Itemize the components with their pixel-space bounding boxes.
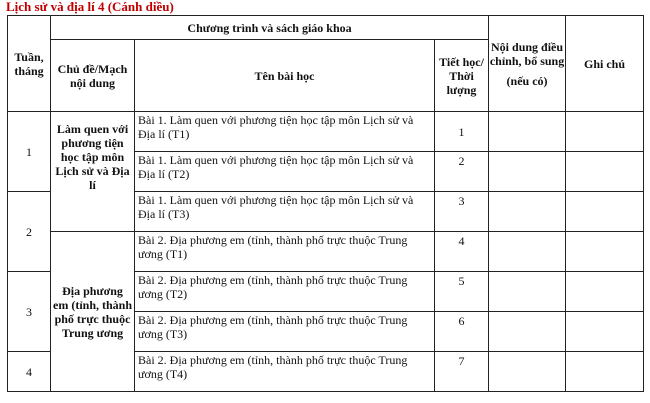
- lesson-period: 3: [435, 192, 489, 232]
- lesson-period: 5: [435, 272, 489, 312]
- lesson-period: 6: [435, 312, 489, 352]
- adjustment-cell[interactable]: [489, 112, 566, 152]
- notes-cell[interactable]: [566, 232, 644, 272]
- header-notes: Ghi chú: [566, 16, 644, 112]
- table-row: [8, 232, 644, 272]
- lesson-name: Bài 2. Địa phương em (tỉnh, thành phố trực thuộc Trung ương (T3): [135, 312, 435, 352]
- header-week-month: Tuần, tháng: [8, 16, 51, 112]
- table-row: [8, 112, 644, 152]
- lesson-period: 2: [435, 152, 489, 192]
- notes-cell[interactable]: [566, 312, 644, 352]
- adjustment-cell[interactable]: [489, 152, 566, 192]
- header-program-group: Chương trình và sách giáo khoa: [51, 16, 489, 40]
- document-title: Lịch sử và địa lí 4 (Cánh diều): [6, 0, 174, 14]
- header-lesson-name: Tên bài học: [135, 40, 435, 112]
- header-adjustment-main: Nội dung điều chỉnh, bổ sung: [489, 39, 565, 68]
- header-adjustment-note: (nếu có): [506, 73, 548, 88]
- week-cell: 4: [8, 352, 51, 392]
- adjustment-cell[interactable]: [489, 312, 566, 352]
- notes-cell[interactable]: [566, 272, 644, 312]
- lesson-period: 7: [435, 352, 489, 392]
- lesson-name: Bài 2. Địa phương em (tỉnh, thành phố trực thuộc Trung ương (T4): [135, 352, 435, 392]
- notes-cell[interactable]: [566, 352, 644, 392]
- lesson-name: Bài 1. Làm quen với phương tiện học tập môn Lịch sử và Địa lí (T2): [135, 152, 435, 192]
- adjustment-cell[interactable]: [489, 272, 566, 312]
- week-cell: 1: [8, 112, 51, 192]
- adjustment-cell[interactable]: [489, 192, 566, 232]
- lesson-plan-table: [7, 15, 644, 392]
- lesson-name: Bài 1. Làm quen với phương tiện học tập môn Lịch sử và Địa lí (T1): [135, 112, 435, 152]
- notes-cell[interactable]: [566, 112, 644, 152]
- adjustment-cell[interactable]: [489, 232, 566, 272]
- header-topic: Chủ đề/Mạch nội dung: [51, 40, 135, 112]
- topic-cell: Địa phương em (tỉnh, thành phố trực thuộc Trung ương: [51, 232, 135, 392]
- adjustment-cell[interactable]: [489, 352, 566, 392]
- notes-cell[interactable]: [566, 192, 644, 232]
- lesson-period: 1: [435, 112, 489, 152]
- topic-cell: Làm quen với phương tiện học tập môn Lịch sử và Địa lí: [51, 112, 135, 232]
- lesson-name: Bài 2. Địa phương em (tỉnh, thành phố trực thuộc Trung ương (T2): [135, 272, 435, 312]
- lesson-name: Bài 1. Làm quen với phương tiện học tập môn Lịch sử và Địa lí (T3): [135, 192, 435, 232]
- header-adjustment: [489, 16, 566, 112]
- lesson-name: Bài 2. Địa phương em (tỉnh, thành phố trực thuộc Trung ương (T1): [135, 232, 435, 272]
- lesson-period: 4: [435, 232, 489, 272]
- week-cell: 2: [8, 192, 51, 272]
- notes-cell[interactable]: [566, 152, 644, 192]
- header-period: Tiết học/ Thời lượng: [435, 40, 489, 112]
- week-cell: 3: [8, 272, 51, 352]
